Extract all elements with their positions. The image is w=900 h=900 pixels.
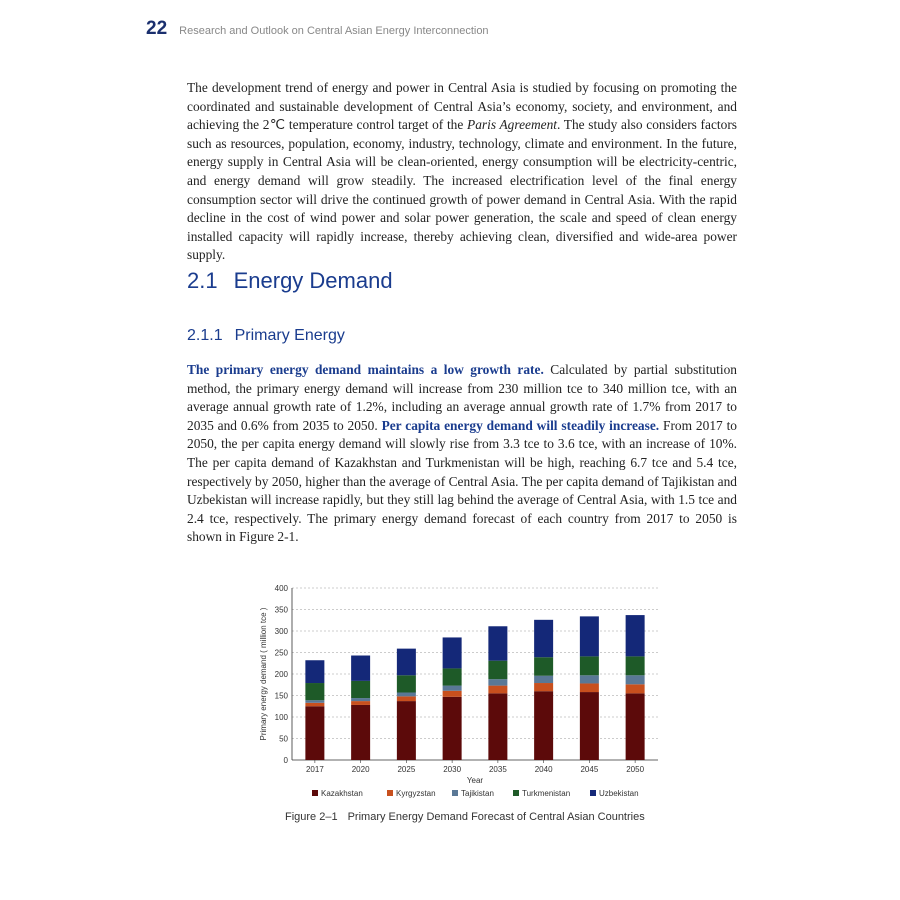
x-tick-label: 2035 xyxy=(488,765,507,774)
bar-segment-kyrgyzstan xyxy=(397,696,416,701)
bar-segment-uzbekistan xyxy=(626,615,645,656)
legend-label-tajikistan: Tajikistan xyxy=(461,789,494,798)
para2-text1: Calculated by partial substitution method, the primary energy demand will increase from 230 million tce to 340 million tce, with an average annual growth rate of 1.2%, including an average annual growth rate of 1.7% from 2017 to 2035 and 0.6% from 2035 to 2050. xyxy=(187,362,737,433)
x-tick-label: 2020 xyxy=(351,765,370,774)
y-tick-label: 400 xyxy=(274,584,288,593)
y-tick-label: 200 xyxy=(274,670,288,679)
para2-text2: From 2017 to 2050, the per capita energy demand will slowly rise from 3.3 tce to 3.6 tce, with an increase of 10%. The per capita demand of Kazakhstan and Turkmenistan will be high, reaching 6.7 tce and 5.4 tce, respectively by 2050, higher than the average of Central Asia. The per capita demand of Tajikistan and Uzbekistan will increase rapidly, but they still lag behind the average of Central Asia, with 1.5 tce and 2.4 tce, respectively. The primary energy demand forecast of each country from 2017 to 2050 is shown in Figure 2-1. xyxy=(187,417,738,545)
bar-segment-tajikistan xyxy=(534,676,553,683)
bar-segment-tajikistan xyxy=(443,686,462,691)
subsection-heading xyxy=(187,327,345,345)
figure-number: Figure 2–1 xyxy=(285,811,338,823)
bar-segment-uzbekistan xyxy=(397,649,416,676)
y-tick-label: 350 xyxy=(274,605,288,615)
x-tick-label: 2025 xyxy=(397,765,416,774)
x-tick-label: 2040 xyxy=(534,765,553,774)
subsection-number: 2.1.1 xyxy=(187,327,223,344)
bar-segment-turkmenistan xyxy=(305,683,324,700)
bar-segment-kyrgyzstan xyxy=(351,701,370,705)
figure-caption-text: Primary Energy Demand Forecast of Central Asian Countries xyxy=(347,811,645,823)
bar-segment-turkmenistan xyxy=(351,681,370,698)
bar-segment-kyrgyzstan xyxy=(626,684,645,693)
legend-swatch-uzbekistan xyxy=(590,790,596,796)
page-number: 22 xyxy=(146,18,168,39)
bar-segment-kyrgyzstan xyxy=(305,703,324,706)
bar-segment-kyrgyzstan xyxy=(534,683,553,691)
y-tick-label: 300 xyxy=(274,627,288,636)
bar-segment-tajikistan xyxy=(305,700,324,703)
page-header xyxy=(146,18,489,40)
legend-label-kyrgyzstan: Kyrgyzstan xyxy=(396,789,436,798)
running-head: Research and Outlook on Central Asian Energy Interconnection xyxy=(179,25,489,37)
bar-segment-uzbekistan xyxy=(443,637,462,668)
intro-text-a: The development trend of energy and power in Central Asia is studied by focusing on promoting the coordinated and sustainable development of Central Asia’s economy, society, and environment, and achieving the 2℃ temperature control target of the xyxy=(187,80,737,133)
bar-segment-uzbekistan xyxy=(534,620,553,657)
bar-segment-kazakhstan xyxy=(443,697,462,760)
legend-swatch-kazakhstan xyxy=(312,790,318,796)
x-tick-label: 2030 xyxy=(443,765,462,774)
x-tick-label: 2050 xyxy=(626,765,645,774)
y-axis-title: Primary energy demand ( million tce ) xyxy=(259,607,268,741)
bar-segment-tajikistan xyxy=(397,692,416,696)
bar-segment-tajikistan xyxy=(580,675,599,683)
x-axis-title: Year xyxy=(466,776,484,785)
bar-segment-kazakhstan xyxy=(534,691,553,760)
bar-segment-tajikistan xyxy=(626,675,645,684)
bar-segment-kazakhstan xyxy=(351,705,370,760)
section-number: 2.1 xyxy=(187,268,218,293)
bar-segment-turkmenistan xyxy=(443,668,462,685)
legend-label-turkmenistan: Turkmenistan xyxy=(522,789,571,798)
bar-segment-uzbekistan xyxy=(305,660,324,683)
bar-segment-tajikistan xyxy=(351,698,370,701)
y-tick-label: 0 xyxy=(283,756,288,765)
y-tick-label: 250 xyxy=(274,648,288,658)
bar-segment-turkmenistan xyxy=(626,656,645,675)
bar-segment-turkmenistan xyxy=(488,661,507,679)
bar-segment-turkmenistan xyxy=(534,657,553,675)
legend-label-kazakhstan: Kazakhstan xyxy=(321,789,363,798)
bar-segment-uzbekistan xyxy=(580,616,599,656)
bar-segment-kyrgyzstan xyxy=(443,691,462,697)
legend-swatch-kyrgyzstan xyxy=(387,790,393,796)
bar-segment-kazakhstan xyxy=(626,693,645,760)
legend-swatch-tajikistan xyxy=(452,790,458,796)
bar-segment-kazakhstan xyxy=(580,692,599,760)
primary-energy-chart xyxy=(250,578,670,803)
intro-text-b: . The study also considers factors such as resources, population, economy, industry, technology, climate and environment. In the future, energy supply in Central Asia will be clean-oriented, energy consumption will be electricity-centric, and energy demand will grow steadily. The increased electrification level of the final energy consumption sector will drive the continued growth of power demand in Central Asia. With the rapid decline in the cost of wind power and solar power generation, the scale and speed of clean energy installed capacity will rapidly increase, thereby achieving clean, diversified and wide-area power supply. xyxy=(187,117,737,263)
section-title: Energy Demand xyxy=(233,268,393,293)
bar-segment-tajikistan xyxy=(488,679,507,685)
x-tick-label: 2017 xyxy=(305,765,324,774)
intro-italic-agreement: Paris Agreement xyxy=(467,117,557,133)
legend-label-uzbekistan: Uzbekistan xyxy=(599,789,639,798)
subsection-title: Primary Energy xyxy=(234,327,345,344)
primary-energy-paragraph xyxy=(187,361,737,547)
bar-segment-kyrgyzstan xyxy=(580,683,599,692)
y-tick-label: 150 xyxy=(274,691,288,701)
y-tick-label: 100 xyxy=(274,713,288,722)
bar-segment-turkmenistan xyxy=(397,675,416,692)
y-tick-label: 50 xyxy=(279,734,288,744)
bar-segment-uzbekistan xyxy=(488,626,507,660)
x-tick-label: 2045 xyxy=(580,765,599,774)
intro-paragraph xyxy=(187,79,737,265)
highlight-per-capita: Per capita energy demand will steadily increase. xyxy=(381,417,660,433)
section-heading xyxy=(187,268,393,294)
figure-caption xyxy=(285,811,645,823)
bar-segment-kazakhstan xyxy=(397,701,416,760)
bar-segment-turkmenistan xyxy=(580,656,599,675)
bar-segment-kyrgyzstan xyxy=(488,686,507,694)
bar-segment-kazakhstan xyxy=(305,706,324,760)
bar-segment-uzbekistan xyxy=(351,656,370,681)
bar-segment-kazakhstan xyxy=(488,693,507,760)
highlight-growth-rate: The primary energy demand maintains a low growth rate. xyxy=(187,362,544,377)
legend-swatch-turkmenistan xyxy=(513,790,519,796)
